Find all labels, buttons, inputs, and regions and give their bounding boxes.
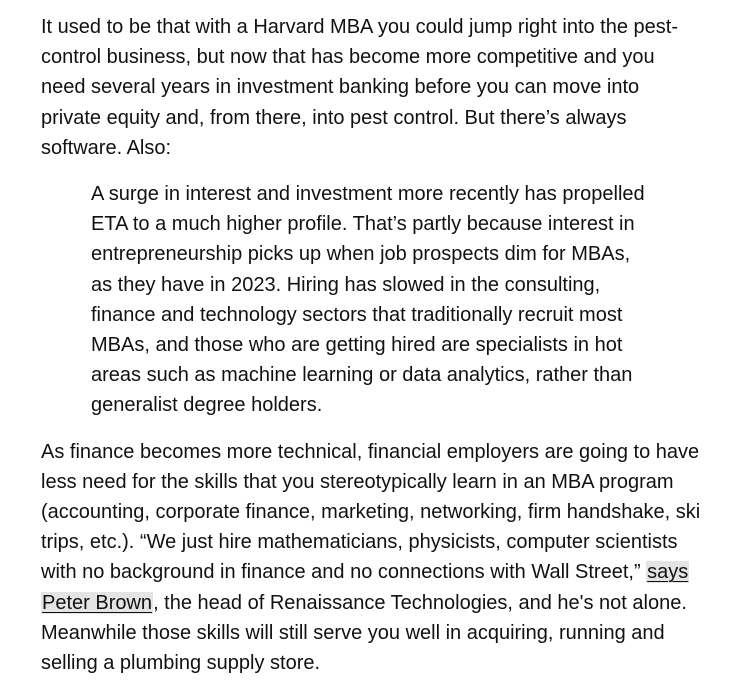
closing-line: trips, etc.). “We just hire mathematicians, physicists, computer scientists	[41, 531, 678, 554]
intro-line: need several years in investment banking before you can move into	[41, 76, 640, 99]
blockquote	[91, 179, 681, 421]
quote-line: areas such as machine learning or data analytics, rather than	[91, 364, 633, 387]
closing-line	[41, 557, 721, 587]
blockquote-paragraph	[91, 179, 681, 421]
intro-line: private equity and, from there, into pest control. But there’s always	[41, 106, 627, 129]
closing-line: selling a plumbing supply store.	[41, 652, 321, 675]
closing-line: less need for the skills that you stereotypically learn in an MBA program	[41, 470, 674, 493]
closing-text: , the head of Renaissance Technologies, and he's not alone.	[153, 591, 687, 614]
quote-line: finance and technology sectors that traditionally recruit most	[91, 303, 623, 326]
closing-line: Meanwhile those skills will still serve you well in acquiring, running and	[41, 621, 665, 644]
quote-line: entrepreneurship picks up when job prospects dim for MBAs,	[91, 243, 631, 266]
intro-line: software. Also:	[41, 136, 172, 159]
article-body	[41, 12, 721, 678]
closing-line: As finance becomes more technical, financial employers are going to have	[41, 440, 700, 463]
quote-line: MBAs, and those who are getting hired are specialists in hot	[91, 334, 623, 357]
quote-line: generalist degree holders.	[91, 394, 323, 417]
quote-line: as they have in 2023. Hiring has slowed in the consulting,	[91, 273, 601, 296]
closing-line	[41, 588, 721, 618]
intro-line: control business, but now that has become more competitive and you	[41, 46, 655, 69]
quote-line: A surge in interest and investment more recently has propelled	[91, 183, 645, 206]
closing-text: with no background in finance and no connections with Wall Street,”	[41, 561, 647, 584]
intro-line: It used to be that with a Harvard MBA you could jump right into the pest-	[41, 16, 679, 38]
peter-brown-link[interactable]: Peter Brown	[42, 591, 153, 614]
quote-line: ETA to a much higher profile. That’s partly because interest in	[91, 213, 635, 236]
closing-paragraph	[41, 437, 721, 679]
says-link[interactable]: says	[647, 561, 689, 584]
intro-paragraph	[41, 12, 721, 163]
closing-line: (accounting, corporate finance, marketing, networking, firm handshake, ski	[41, 501, 701, 524]
